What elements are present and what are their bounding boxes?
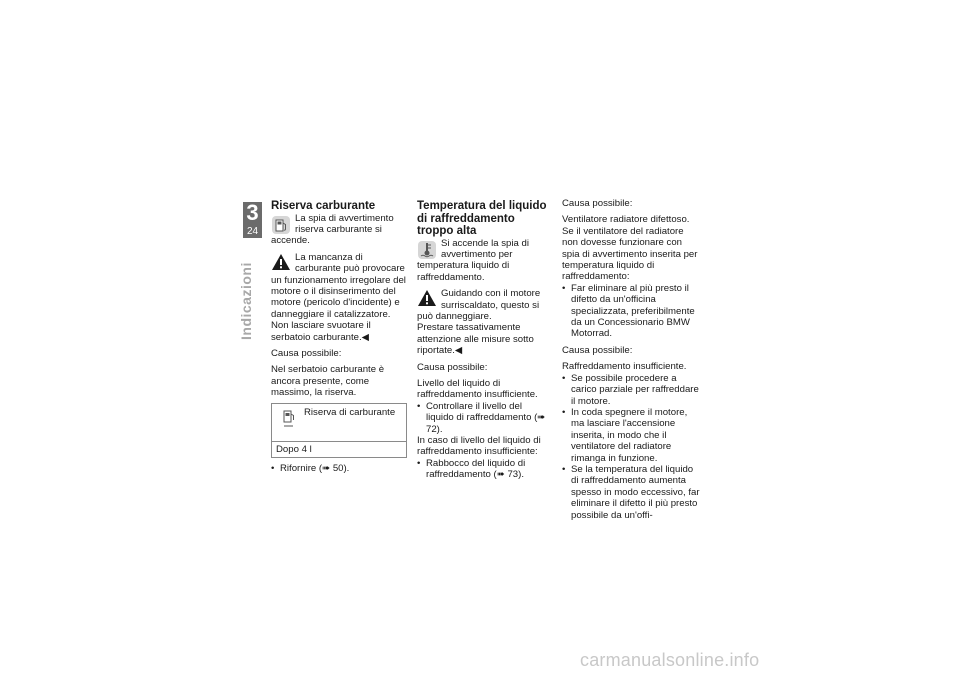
watermark: carmanualsonline.info <box>580 650 760 670</box>
coolant-warning-advice: Prestare tassativamente attenzione alle misure sotto riportate.◀ <box>417 322 534 357</box>
coolant-warning-text: Guidando con il motore surriscaldato, questo si può danneggiare. <box>417 288 541 322</box>
fuel-can-icon <box>282 408 296 430</box>
column-fuel-reserve <box>271 200 407 474</box>
cause-text: Ventilatore radiatore difettoso. <box>562 214 690 226</box>
cause-label: Causa possibile: <box>562 198 633 209</box>
fuel-reserve-intro: La spia di avvertimento riserva carburante si accende. <box>271 212 394 247</box>
table-header <box>272 404 406 442</box>
list-item: • Se possibile procedere a carico parziale per raffreddare il motore. <box>562 373 700 407</box>
coolant-temperature-icon <box>417 240 437 260</box>
section-title-fuel-reserve: Riserva carburante <box>271 200 376 212</box>
fan-condition: Se il ventilatore del radiatore non dovesse funzionare con spia di avvertimento inserita per temperatura liquido di raffreddamento: <box>562 225 698 283</box>
chapter-number: 3 <box>246 200 259 225</box>
warning-icon <box>417 289 437 307</box>
list-item: • In coda spegnere il motore, ma lasciare l'accensione inserita, in modo che il ventilatore del radiatore rimanga in funzione. <box>562 407 700 464</box>
list-item: • Rifornire (➠ 50). <box>271 463 407 474</box>
list-item: • Rabbocco del liquido di raffreddamento (➠ 73). <box>417 458 551 481</box>
warning-icon <box>271 253 291 271</box>
coolant-intro: Si accende la spia di avvertimento per temperatura liquido di raffreddamento. <box>417 237 529 283</box>
coolant-low-condition: In caso di livello del liquido di raffreddamento insufficiente: <box>417 435 541 458</box>
cause-label: Causa possibile: <box>562 344 633 356</box>
table-value: Dopo 4 l <box>276 443 312 455</box>
cause-text: Raffreddamento insufficiente. <box>562 361 687 373</box>
section-label: Indicazioni <box>238 262 254 340</box>
cause-label: Causa possibile: <box>417 361 488 373</box>
cause-text: Nel serbatoio carburante è ancora presente, come massimo, la riserva. <box>271 364 385 399</box>
list-item: • Se la temperatura del liquido di raffreddamento aumenta spesso in modo eccessivo, far eliminare il difetto il più presto possibile da un'offi- <box>562 464 700 521</box>
fuel-pump-icon <box>271 215 291 235</box>
cause-label: Causa possibile: <box>271 347 342 359</box>
column-coolant-temp <box>417 200 551 481</box>
fuel-warning-text: La mancanza di carburante può provocare un funzionamento irregolare del motore o il disinserimento del motore (pericolo d'incidente) e danneggiare il catalizzatore. <box>271 251 406 320</box>
list-item: • Far eliminare al più presto il difetto da un'officina specializzata, preferibilmente da un Concessionario BMW Motorrad. <box>562 283 700 340</box>
list-item: • Controllare il livello del liquido di raffreddamento (➠ 72). <box>417 401 551 435</box>
cause-text: Livello del liquido di raffreddamento insufficiente. <box>417 377 538 401</box>
table-header-label: Riserva di carburante <box>304 406 396 418</box>
column-coolant-causes <box>562 198 700 521</box>
section-title-coolant: Temperatura del liquido di raffreddamento troppo alta <box>417 200 547 237</box>
fuel-warning-advice: Non lasciare svuotare il serbatoio carburante.◀ <box>271 320 371 343</box>
fuel-reserve-table <box>271 403 407 458</box>
page-number: 24 <box>246 226 259 237</box>
